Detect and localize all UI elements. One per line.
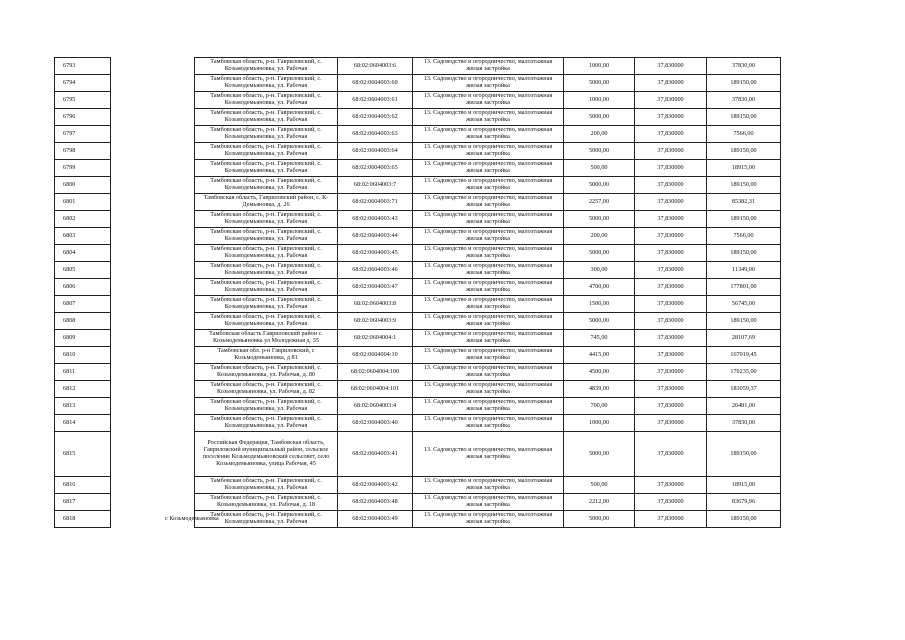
area-cell: 200,00 <box>564 126 635 143</box>
permitted-use-cell: 13. Садоводство и огородничество, малоэтажная жилая застройка <box>413 279 564 296</box>
table-row <box>55 262 781 279</box>
row-number-cell: 6797 <box>55 126 111 143</box>
cadastral-cost-cell: 189150,00 <box>707 143 781 160</box>
cadastral-number-cell: 68:02:0604003:41 <box>338 432 413 477</box>
area-cell: 5000,00 <box>564 313 635 330</box>
row-number-cell: 6811 <box>55 364 111 381</box>
area-cell: 5000,00 <box>564 245 635 262</box>
cadastral-cost-cell: 189150,00 <box>707 177 781 194</box>
row-number-cell: 6810 <box>55 347 111 364</box>
locality-cell <box>111 228 195 245</box>
cadastral-cost-cell: 183059,37 <box>707 381 781 398</box>
locality-cell <box>111 262 195 279</box>
table-row <box>55 58 781 75</box>
permitted-use-cell: 13. Садоводство и огородничество, малоэтажная жилая застройка <box>413 415 564 432</box>
table-row <box>55 228 781 245</box>
row-number-cell: 6801 <box>55 194 111 211</box>
cadastral-number-cell: 68:02:0604003:48 <box>338 494 413 511</box>
cadastral-rate-cell: 37,830000 <box>635 511 707 528</box>
permitted-use-cell: 13. Садоводство и огородничество, малоэтажная жилая застройка <box>413 313 564 330</box>
area-cell: 500,00 <box>564 160 635 177</box>
table-row <box>55 494 781 511</box>
cadastral-rate-cell: 37,830000 <box>635 160 707 177</box>
address-cell: Тамбовская область, р-н. Гавриловский, с. Козьмодемьяновка, ул. Рабочая <box>195 228 338 245</box>
table-body <box>55 58 781 528</box>
locality-cell <box>111 364 195 381</box>
locality-cell <box>111 177 195 194</box>
cadastral-cost-cell: 7566,00 <box>707 126 781 143</box>
locality-cell <box>111 279 195 296</box>
row-number-cell: 6805 <box>55 262 111 279</box>
cadastral-number-cell: 68:02:0604003:60 <box>338 75 413 92</box>
row-number-cell: 6795 <box>55 92 111 109</box>
cadastral-rate-cell: 37,830000 <box>635 92 707 109</box>
cadastral-rate-cell: 37,830000 <box>635 245 707 262</box>
address-cell: Тамбовская область, р-н. Гавриловский, с. Козьмодемьяновка, ул. Рабочая <box>195 296 338 313</box>
cadastral-rate-cell: 37,830000 <box>635 279 707 296</box>
address-cell: Тамбовская область, р-н. Гавриловский, с. Козьмодемьяновка, ул. Рабочая <box>195 511 338 528</box>
cadastral-number-cell: 68:02:0604003:49 <box>338 511 413 528</box>
locality-cell <box>111 347 195 364</box>
cadastral-cost-cell: 37830,00 <box>707 92 781 109</box>
permitted-use-cell: 13. Садоводство и огородничество, малоэтажная жилая застройка <box>413 432 564 477</box>
cadastral-cost-cell: 37830,00 <box>707 58 781 75</box>
locality-cell <box>111 296 195 313</box>
table-row <box>55 245 781 262</box>
cadastral-rate-cell: 37,830000 <box>635 296 707 313</box>
cadastral-cost-cell: 189150,00 <box>707 432 781 477</box>
address-cell: Тамбовская область, р-н. Гавриловский, с. Козьмодемьяновка, ул. Рабочая <box>195 211 338 228</box>
area-cell: 500,00 <box>564 477 635 494</box>
cadastral-rate-cell: 37,830000 <box>635 109 707 126</box>
address-cell: Тамбовская область, р-н. Гавриловский, с. Козьмодемьяновка, ул. Рабочая, д. 18 <box>195 494 338 511</box>
area-cell: 2212,00 <box>564 494 635 511</box>
permitted-use-cell: 13. Садоводство и огородничество, малоэтажная жилая застройка <box>413 347 564 364</box>
table-row <box>55 432 781 477</box>
locality-cell <box>111 415 195 432</box>
cadastral-number-cell: 68:02:0604003:40 <box>338 415 413 432</box>
permitted-use-cell: 13. Садоводство и огородничество, малоэтажная жилая застройка <box>413 160 564 177</box>
permitted-use-cell: 13. Садоводство и огородничество, малоэтажная жилая застройка <box>413 245 564 262</box>
locality-cell <box>111 109 195 126</box>
locality-cell <box>111 398 195 415</box>
row-number-cell: 6799 <box>55 160 111 177</box>
permitted-use-cell: 13. Садоводство и огородничество, малоэтажная жилая застройка <box>413 296 564 313</box>
table-row <box>55 126 781 143</box>
table-row <box>55 477 781 494</box>
area-cell: 300,00 <box>564 262 635 279</box>
cadastral-cost-cell: 83679,96 <box>707 494 781 511</box>
cadastral-cost-cell: 170235,00 <box>707 364 781 381</box>
table-row <box>55 347 781 364</box>
cadastral-cost-cell: 18915,00 <box>707 477 781 494</box>
cadastral-rate-cell: 37,830000 <box>635 398 707 415</box>
table-row <box>55 330 781 347</box>
area-cell: 4500,00 <box>564 364 635 381</box>
area-cell: 1000,00 <box>564 92 635 109</box>
address-cell: Тамбовская обл. р-н Гавриловский, с Козьмодемьяновка, д 81 <box>195 347 338 364</box>
address-cell: Тамбовская область, р-н. Гавриловский, с. Козьмодемьяновка, ул. Рабочая <box>195 398 338 415</box>
locality-cell <box>111 245 195 262</box>
permitted-use-cell: 13. Садоводство и огородничество, малоэтажная жилая застройка <box>413 398 564 415</box>
cadastral-cost-cell: 37830,00 <box>707 415 781 432</box>
address-cell: Тамбовская область, р-н. Гавриловский, с. Козьмодемьяновка, ул. Рабочая <box>195 313 338 330</box>
cadastral-number-cell: 68:02:0604004:1 <box>338 330 413 347</box>
cadastral-rate-cell: 37,830000 <box>635 415 707 432</box>
table-row <box>55 381 781 398</box>
row-number-cell: 6813 <box>55 398 111 415</box>
cadastral-cost-cell: 85382,31 <box>707 194 781 211</box>
permitted-use-cell: 13. Садоводство и огородничество, малоэтажная жилая застройка <box>413 511 564 528</box>
cadastral-cost-cell: 189150,00 <box>707 313 781 330</box>
table-row <box>55 279 781 296</box>
cadastral-rate-cell: 37,830000 <box>635 262 707 279</box>
locality-cell <box>111 194 195 211</box>
cadastral-number-cell: 68:02:0604003:8 <box>338 296 413 313</box>
cadastral-rate-cell: 37,830000 <box>635 126 707 143</box>
address-cell: Тамбовская область, р-н. Гавриловский, с. Козьмодемьяновка, ул. Рабочая <box>195 126 338 143</box>
cadastral-number-cell: 68:02:0604003:6 <box>338 58 413 75</box>
cadastral-cost-cell: 7566,00 <box>707 228 781 245</box>
permitted-use-cell: 13. Садоводство и огородничество, малоэтажная жилая застройка <box>413 126 564 143</box>
row-number-cell: 6796 <box>55 109 111 126</box>
locality-cell <box>111 92 195 109</box>
table-row <box>55 296 781 313</box>
table-row <box>55 143 781 160</box>
address-cell: Тамбовская область, р-н. Гавриловский, с. Козьмодемьяновка, ул. Рабочая <box>195 477 338 494</box>
address-cell: Тамбовская область, р-н. Гавриловский, с. Козьмодемьяновка, ул. Рабочая <box>195 177 338 194</box>
locality-cell <box>111 211 195 228</box>
row-number-cell: 6798 <box>55 143 111 160</box>
row-number-cell: 6816 <box>55 477 111 494</box>
address-cell: Тамбовская область, р-н. Гавриловский, с. Козьмодемьяновка, ул. Рабочая <box>195 92 338 109</box>
area-cell: 5000,00 <box>564 432 635 477</box>
cadastral-number-cell: 68:02:0604003:63 <box>338 126 413 143</box>
cadastral-cost-cell: 28107,69 <box>707 330 781 347</box>
area-cell: 4700,00 <box>564 279 635 296</box>
address-cell: Тамбовская область, Гавриловский район, с. К-Демьяновка, д. 26 <box>195 194 338 211</box>
area-cell: 1500,00 <box>564 296 635 313</box>
address-cell: Тамбовская область, р-н. Гавриловский, с. Козьмодемьяновка, ул. Рабочая <box>195 109 338 126</box>
area-cell: 5000,00 <box>564 75 635 92</box>
locality-cell <box>111 432 195 477</box>
cadastral-number-cell: 68:02:0604003:9 <box>338 313 413 330</box>
table-row <box>55 160 781 177</box>
cadastral-rate-cell: 37,830000 <box>635 347 707 364</box>
permitted-use-cell: 13. Садоводство и огородничество, малоэтажная жилая застройка <box>413 92 564 109</box>
cadastral-cost-cell: 177801,00 <box>707 279 781 296</box>
address-cell: Тамбовская область, р-н. Гавриловский, с. Козьмодемьяновка, ул. Рабочая <box>195 245 338 262</box>
cadastral-rate-cell: 37,830000 <box>635 330 707 347</box>
locality-cell <box>111 511 219 528</box>
cadastral-cost-cell: 189150,00 <box>707 109 781 126</box>
cadastral-number-cell: 68:02:0604003:45 <box>338 245 413 262</box>
cadastral-rate-cell: 37,830000 <box>635 177 707 194</box>
permitted-use-cell: 13. Садоводство и огородничество, малоэтажная жилая застройка <box>413 381 564 398</box>
cadastral-number-cell: 68:02:0604003:43 <box>338 211 413 228</box>
cadastral-number-cell: 68:02:0604004:101 <box>338 381 413 398</box>
row-number-cell: 6809 <box>55 330 111 347</box>
area-cell: 4839,00 <box>564 381 635 398</box>
cadastral-rate-cell: 37,830000 <box>635 313 707 330</box>
row-number-cell: 6793 <box>55 58 111 75</box>
locality-cell <box>111 75 195 92</box>
area-cell: 1000,00 <box>564 58 635 75</box>
cadastral-rate-cell: 37,830000 <box>635 58 707 75</box>
locality-cell <box>111 143 195 160</box>
address-cell: Тамбовская область, р-н. Гавриловский, с. Козьмодемьяновка, ул. Рабочая <box>195 262 338 279</box>
cadastral-cost-cell: 189150,00 <box>707 75 781 92</box>
permitted-use-cell: 13. Садоводство и огородничество, малоэтажная жилая застройка <box>413 58 564 75</box>
table-row <box>55 364 781 381</box>
locality-cell <box>111 477 195 494</box>
address-cell: Российская Федерация, Тамбовская область, Гавриловский муниципальный район, сельское поселение Козьмодемьяновский сельсовет, село Козьмодемьяновка, улица Рабочая, 45 <box>195 432 338 477</box>
row-number-cell: 6800 <box>55 177 111 194</box>
cadastral-number-cell: 68:02:0604004:10 <box>338 347 413 364</box>
address-cell: Тамбовская область, р-н. Гавриловский, с. Козьмодемьяновка, ул. Рабочая, д. 82 <box>195 381 338 398</box>
cadastral-rate-cell: 37,830000 <box>635 211 707 228</box>
cadastral-rate-cell: 37,830000 <box>635 228 707 245</box>
permitted-use-cell: 13. Садоводство и огородничество, малоэтажная жилая застройка <box>413 364 564 381</box>
cadastral-number-cell: 68:02:0604003:61 <box>338 92 413 109</box>
cadastral-cost-cell: 167019,45 <box>707 347 781 364</box>
cadastral-number-cell: 68:02:0604003:64 <box>338 143 413 160</box>
cadastral-number-cell: 68:02:0604003:44 <box>338 228 413 245</box>
area-cell: 5000,00 <box>564 211 635 228</box>
cadastral-cost-cell: 189150,00 <box>707 211 781 228</box>
cadastral-cost-cell: 18915,00 <box>707 160 781 177</box>
table-row <box>55 177 781 194</box>
area-cell: 5000,00 <box>564 511 635 528</box>
cadastral-number-cell: 68:02:0604003:7 <box>338 177 413 194</box>
table-row <box>55 415 781 432</box>
permitted-use-cell: 13. Садоводство и огородничество, малоэтажная жилая застройка <box>413 177 564 194</box>
permitted-use-cell: 13. Садоводство и огородничество, малоэтажная жилая застройка <box>413 262 564 279</box>
cadastral-cost-cell: 26481,00 <box>707 398 781 415</box>
row-number-cell: 6814 <box>55 415 111 432</box>
locality-cell <box>111 313 195 330</box>
address-cell: Тамбовская область, р-н. Гавриловский, с. Козьмодемьяновка, ул. Рабочая <box>195 160 338 177</box>
permitted-use-cell: 13. Садоводство и огородничество, малоэтажная жилая застройка <box>413 477 564 494</box>
cadastral-cost-cell: 189150,00 <box>707 511 781 528</box>
address-cell: Тамбовская область Гавриловский район с. Козьмодемьяновка ул Молодежная д. 35 <box>195 330 338 347</box>
row-number-cell: 6806 <box>55 279 111 296</box>
permitted-use-cell: 13. Садоводство и огородничество, малоэтажная жилая застройка <box>413 143 564 160</box>
address-cell: Тамбовская область, р-н. Гавриловский, с. Козьмодемьяновка, ул. Рабочая <box>195 279 338 296</box>
permitted-use-cell: 13. Садоводство и огородничество, малоэтажная жилая застройка <box>413 109 564 126</box>
table-row <box>55 211 781 228</box>
table-row <box>55 511 781 528</box>
locality-cell <box>111 381 195 398</box>
row-number-cell: 6802 <box>55 211 111 228</box>
permitted-use-cell: 13. Садоводство и огородничество, малоэтажная жилая застройка <box>413 211 564 228</box>
table-row <box>55 75 781 92</box>
table-row <box>55 313 781 330</box>
cadastral-cost-cell: 189150,00 <box>707 245 781 262</box>
area-cell: 745,00 <box>564 330 635 347</box>
cadastral-cost-cell: 56745,00 <box>707 296 781 313</box>
cadastral-number-cell: 68:02:0604003:62 <box>338 109 413 126</box>
cadastral-rate-cell: 37,830000 <box>635 364 707 381</box>
permitted-use-cell: 13. Садоводство и огородничество, малоэтажная жилая застройка <box>413 330 564 347</box>
address-cell: Тамбовская область, р-н. Гавриловский, с. Козьмодемьяновка, ул. Рабочая <box>195 415 338 432</box>
permitted-use-cell: 13. Садоводство и огородничество, малоэтажная жилая застройка <box>413 228 564 245</box>
address-cell: Тамбовская область, р-н. Гавриловский, с. Козьмодемьяновка, ул. Рабочая <box>195 143 338 160</box>
cadastral-cost-cell: 11349,00 <box>707 262 781 279</box>
area-cell: 5000,00 <box>564 143 635 160</box>
cadastral-number-cell: 68:02:0604003:65 <box>338 160 413 177</box>
cadastral-number-cell: 68:02:0604003:71 <box>338 194 413 211</box>
land-parcels-table <box>54 57 781 528</box>
address-cell: Тамбовская область, р-н. Гавриловский, с. Козьмодемьяновка, ул. Рабочая <box>195 58 338 75</box>
cadastral-number-cell: 68:02:0604003:42 <box>338 477 413 494</box>
row-number-cell: 6803 <box>55 228 111 245</box>
locality-cell <box>111 58 195 75</box>
area-cell: 1000,00 <box>564 415 635 432</box>
area-cell: 5000,00 <box>564 177 635 194</box>
cadastral-number-cell: 68:02:0604003:47 <box>338 279 413 296</box>
permitted-use-cell: 13. Садоводство и огородничество, малоэтажная жилая застройка <box>413 75 564 92</box>
cadastral-rate-cell: 37,830000 <box>635 381 707 398</box>
permitted-use-cell: 13. Садоводство и огородничество, малоэтажная жилая застройка <box>413 194 564 211</box>
table-row <box>55 194 781 211</box>
area-cell: 700,00 <box>564 398 635 415</box>
locality-cell <box>111 160 195 177</box>
cadastral-number-cell: 68:02:0604003:4 <box>338 398 413 415</box>
locality-cell <box>111 126 195 143</box>
cadastral-rate-cell: 37,830000 <box>635 477 707 494</box>
locality-cell <box>111 330 195 347</box>
cadastral-rate-cell: 37,830000 <box>635 194 707 211</box>
row-number-cell: 6807 <box>55 296 111 313</box>
row-number-cell: 6815 <box>55 432 111 477</box>
cadastral-rate-cell: 37,830000 <box>635 75 707 92</box>
table-row <box>55 109 781 126</box>
address-cell: Тамбовская область, р-н. Гавриловский, с. Козьмодемьяновка, ул. Рабочая, д. 80 <box>195 364 338 381</box>
table-row <box>55 398 781 415</box>
locality-label: с Козьмодемьяновка <box>165 514 219 522</box>
area-cell: 4415,00 <box>564 347 635 364</box>
locality-cell <box>111 494 195 511</box>
row-number-cell: 6812 <box>55 381 111 398</box>
row-number-cell: 6804 <box>55 245 111 262</box>
cadastral-rate-cell: 37,830000 <box>635 432 707 477</box>
cadastral-rate-cell: 37,830000 <box>635 494 707 511</box>
area-cell: 2257,00 <box>564 194 635 211</box>
area-cell: 200,00 <box>564 228 635 245</box>
cadastral-rate-cell: 37,830000 <box>635 143 707 160</box>
row-number-cell: 6808 <box>55 313 111 330</box>
row-number-cell: 6794 <box>55 75 111 92</box>
table-row <box>55 92 781 109</box>
area-cell: 5000,00 <box>564 109 635 126</box>
row-number-cell: 6817 <box>55 494 111 511</box>
cadastral-number-cell: 68:02:0604003:46 <box>338 262 413 279</box>
address-cell: Тамбовская область, р-н. Гавриловский, с. Козьмодемьяновка, ул. Рабочая <box>195 75 338 92</box>
row-number-cell: 6818 <box>55 511 111 528</box>
cadastral-number-cell: 68:02:0604004:100 <box>338 364 413 381</box>
permitted-use-cell: 13. Садоводство и огородничество, малоэтажная жилая застройка <box>413 494 564 511</box>
